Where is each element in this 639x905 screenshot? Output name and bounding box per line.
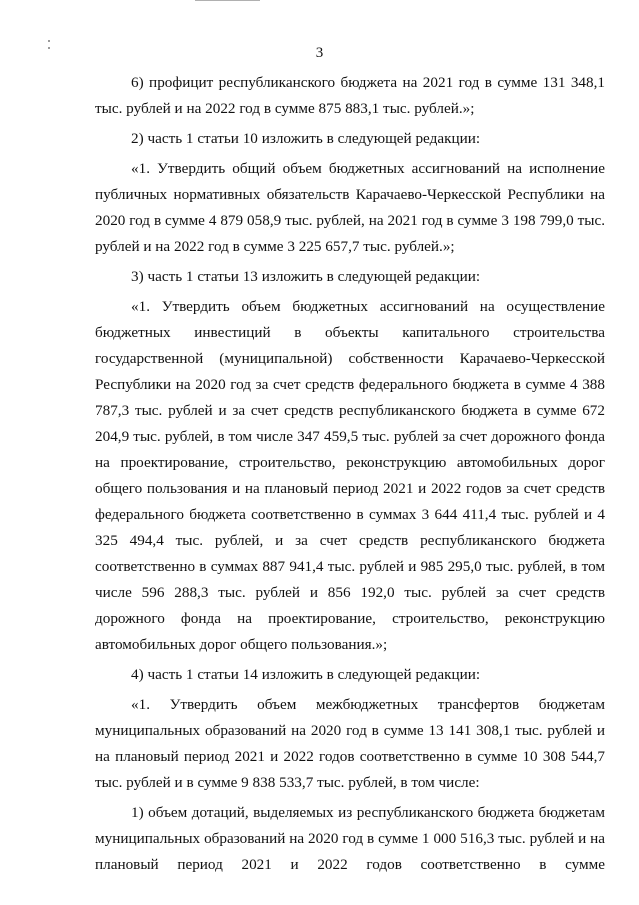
paragraph-subsidies: 1) объем дотаций, выделяемых из республиканского бюджета бюджетам муниципальных образований на 2020 год в сумме 1 000 516,3 тыс. рублей и на плановый период 2021 и 2022 годов соответственно в сумме [95,804,605,873]
scan-edge-line [195,0,260,1]
document-body [95,70,605,882]
scan-speck [48,40,50,42]
page-number: 3 [315,45,324,61]
paragraph-amend-article-10: 2) часть 1 статьи 10 изложить в следующей редакции: [131,130,481,147]
paragraph-amend-article-14: 4) часть 1 статьи 14 изложить в следующей редакции: [131,666,481,683]
paragraph-amend-article-13: 3) часть 1 статьи 13 изложить в следующей редакции: [131,268,481,285]
paragraph-public-obligations: «1. Утвердить общий объем бюджетных ассигнований на исполнение публичных нормативных обязательств Карачаево-Черкесской Республики на 2020 год в сумме 4 879 058,9 тыс. рублей, на 2021 год в сумме 3 198 799,0 тыс. рублей и на 2022 год в сумме 3 225 657,7 тыс. рублей.»; [95,160,605,255]
paragraph-interbudget-transfers: «1. Утвердить объем межбюджетных трансфертов бюджетам муниципальных образований на 2020 год в сумме 13 141 308,1 тыс. рублей и на плановый период 2021 и 2022 годов соответственно в сумме 10 308 544,7 тыс. рублей и в сумме 9 838 533,7 тыс. рублей, в том числе: [95,696,605,791]
paragraph-capital-investments: «1. Утвердить объем бюджетных ассигнований на осуществление бюджетных инвестиций в объекты капитального строительства государственной (муниципальной) собственности Карачаево-Черкесской Республики на 2020 год за счет средств федерального бюджета в сумме 4 388 787,3 тыс. рублей и за счет средств республиканского бюджета в сумме 672 204,9 тыс. рублей, в том числе 347 459,5 тыс. рублей за счет дорожного фонда на проектирование, строительство, реконструкцию автомобильных дорог общего пользования и на плановый период 2021 и 2022 годов за счет средств федерального бюджета соответственно в суммах 3 644 411,4 тыс. рублей и 4 325 494,4 тыс. рублей, и за счет средств республиканского бюджета соответственно в суммах 887 941,4 тыс. рублей и 985 295,0 тыс. рублей, в том числе 596 288,3 тыс. рублей и 856 192,0 тыс. рублей за счет средств дорожного фонда на проектирование, строительство, реконструкцию автомобильных дорог общего пользования.»; [95,298,605,653]
paragraph-surplus: 6) профицит республиканского бюджета на 2021 год в сумме 131 348,1 тыс. рублей и на 2022 год в сумме 875 883,1 тыс. рублей.»; [95,74,605,117]
